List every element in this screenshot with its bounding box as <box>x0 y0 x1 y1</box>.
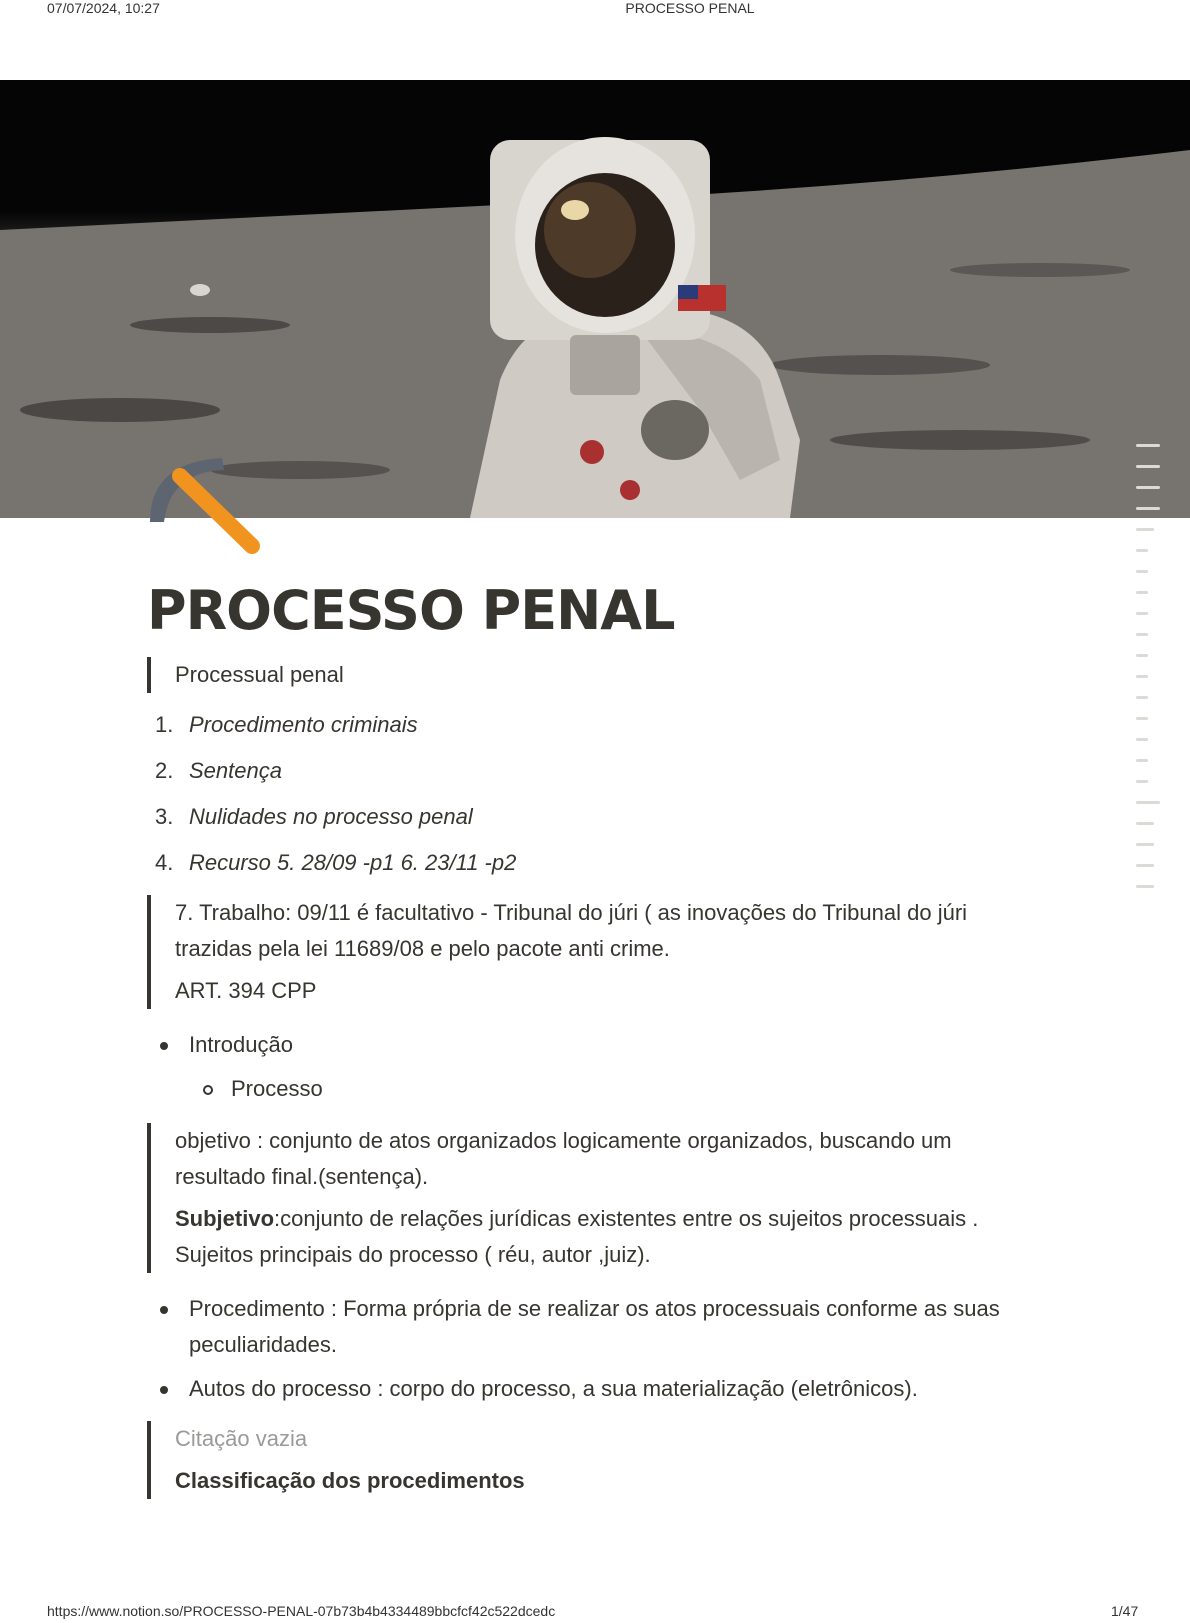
list-item: Introdução Processo <box>147 1027 1027 1107</box>
page-content <box>147 575 1027 1499</box>
list-item: Procedimento : Forma própria de se realizar os atos processuais conforme as suas peculiaridades. <box>147 1291 1027 1363</box>
list-item: 2. Sentença <box>155 758 282 783</box>
nested-list <box>189 1071 1027 1107</box>
list-item: 1. Procedimento criminais <box>155 712 418 737</box>
list-item: 4. Recurso 5. 28/09 -p1 6. 23/11 -p2 <box>155 850 517 875</box>
print-datetime: 07/07/2024, 10:27 <box>47 0 160 16</box>
quote-block-intro <box>147 657 1027 693</box>
quote-text: Subjetivo:conjunto de relações jurídicas existentes entre os sujeitos processuais . Sujeitos principais do processo ( réu, autor ,juiz). <box>175 1206 979 1267</box>
page-title: PROCESSO PENAL <box>147 579 675 642</box>
quote-block-final <box>147 1421 1027 1499</box>
print-doc-title: PROCESSO PENAL <box>625 0 755 16</box>
numbered-list <box>147 707 1027 881</box>
quote-text: Processual penal <box>175 662 344 687</box>
empty-quote-placeholder[interactable]: Citação vazia <box>175 1426 308 1451</box>
quote-block-work <box>147 895 1027 1009</box>
quote-text: ART. 394 CPP <box>175 978 317 1003</box>
table-of-contents-rail[interactable] <box>1136 444 1162 906</box>
quote-text: objetivo : conjunto de atos organizados logicamente organizados, buscando um resultado final.(sentença). <box>175 1128 952 1189</box>
quote-block-definitions <box>147 1123 1027 1273</box>
bullet-list-intro <box>147 1027 1027 1107</box>
print-footer <box>0 1600 1190 1620</box>
bullet-icon <box>160 1042 168 1050</box>
bullet-icon <box>160 1306 168 1314</box>
section-heading: Classificação dos procedimentos <box>175 1468 525 1493</box>
list-item: Processo <box>189 1071 1027 1107</box>
hollow-bullet-icon <box>203 1085 213 1095</box>
bullet-icon <box>160 1386 168 1394</box>
print-page-counter: 1/47 <box>1111 1603 1139 1619</box>
bullet-list-procedure <box>147 1291 1027 1407</box>
print-url: https://www.notion.so/PROCESSO-PENAL-07b73b4b4334489bbcfcf42c522dcedc <box>47 1603 556 1619</box>
list-item: Autos do processo : corpo do processo, a sua materialização (eletrônicos). <box>147 1371 1027 1407</box>
print-header <box>0 0 1190 20</box>
list-item: 3. Nulidades no processo penal <box>155 804 473 829</box>
subjective-label: Subjetivo <box>175 1206 275 1231</box>
pickaxe-icon <box>144 452 268 572</box>
quote-text: 7. Trabalho: 09/11 é facultativo - Tribunal do júri ( as inovações do Tribunal do júri trazidas pela lei 11689/08 e pelo pacote anti crime. <box>175 900 968 961</box>
